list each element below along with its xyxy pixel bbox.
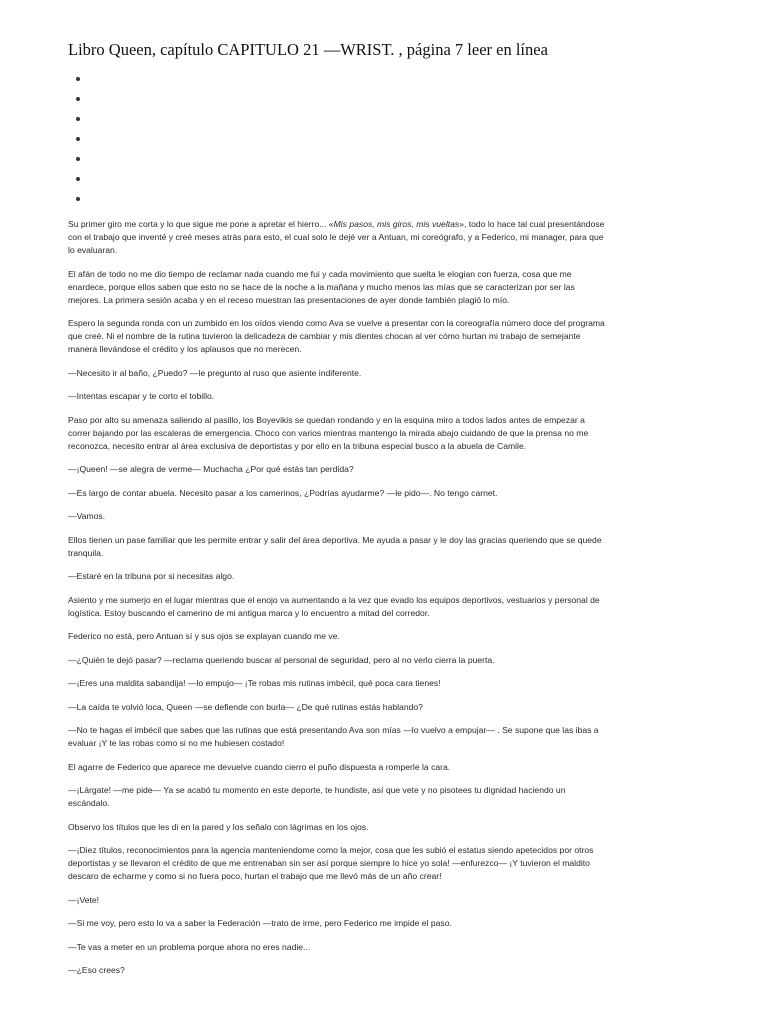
paragraph: —Es largo de contar abuela. Necesito pasar a los camerinos, ¿Podrías ayudarme? —le pido—. No tengo carnet.	[68, 487, 498, 498]
paragraph	[68, 218, 608, 257]
paragraph: —Si me voy, pero esto lo va a saber la Federación —trato de irme, pero Federico me impide el paso.	[68, 918, 452, 928]
emphasized-quote: Mis pasos, mis giros, mis vueltas	[333, 219, 460, 229]
paragraph: —No te hagas el imbécil que sabes que las rutinas que está presentando Ava son mías —lo vuelvo a empujar— . Se supone que las ibas a evaluar ¡Y te las robas como si no me hubiesen costado!	[68, 725, 599, 748]
paragraph: —¡Lárgate! —me pide— Ya se acabó tu momento en este deporte, te hundiste, así que vete y no pisotees tu dignidad haciendo un escándalo.	[68, 785, 566, 808]
paragraph: —La caída te volvió loca, Queen —se defiende con burla— ¿De qué rutinas estás hablando?	[68, 701, 423, 712]
paragraph: —¡Queen! —se alegra de verme— Muchacha ¿Por qué estás tan perdida?	[68, 464, 354, 474]
paragraph: —Te vas a meter en un problema porque ahora no eres nadie...	[68, 941, 311, 952]
page-title: Libro Queen, capítulo CAPITULO 21 —WRIST. , página 7 leer en línea	[68, 40, 548, 59]
paragraph: Espero la segunda ronda con un zumbido en los oídos viendo como Ava se vuelve a presentar con la coreografía número doce del programa que creé. Ni el nombre de la rutina tuvieron la delicadeza de cambiar y mis dientes chocan al ver cómo hurtan mi trabajo de semejante manera llevándose el crédito y los aplausos que no merecen.	[68, 318, 605, 354]
paragraph: El agarre de Federico que aparece me devuelve cuando cierro el puño dispuesta a romperle la cara.	[68, 761, 451, 772]
paragraph: Federico no está, pero Antuan sí y sus ojos se explayan cuando me ve.	[68, 631, 340, 641]
paragraph: —¡Diez títulos, reconocimientos para la agencia manteniendome como la mejor, cosa que les subió el estatus siendo apetecidos por otros deportistas y se llevaron el crédito de que me entrenaban sin ser así porque siempre lo hice yo sola! —enfurezco— ¡Y tuvieron el maldito descaro de echarme y como si no fuera poco, hurtan el trabajo que me llevó más de un año crear!	[68, 845, 594, 881]
paragraph: —¿Eso crees?	[68, 965, 125, 975]
chapter-text	[68, 218, 608, 988]
paragraph: —Vamos.	[68, 511, 106, 521]
paragraph: El afán de todo no me dio tiempo de reclamar nada cuando me fui y cada movimiento que suelta le elogian con fuerza, cosa que me enardece, porque ellos saben que esto no se hace de la noche a la mañana y mucho menos las mías que se caracterizan por ser las mejores. La primera sesión acaba y en el receso muestran las presentaciones de ayer donde también plagió lo mío.	[68, 268, 575, 305]
paragraph: Observo los títulos que les di en la pared y los señalo con lágrimas en los ojos.	[68, 821, 369, 832]
paragraph-text: Su primer giro me corta y lo que sigue me pone a apretar el hierro... «	[68, 219, 334, 229]
paragraph: Ellos tienen un pase familiar que les permite entrar y salir del área deportiva. Me ayuda a pasar y le doy las gracias queriendo que se quede tranquila.	[68, 534, 602, 558]
paragraph-text: », todo lo hace tal cual presentándose con el trabajo que inventé y creé meses atrás para esto, el cual solo le dejé ver a Antuan, mi coreógrafo, y a Federico, mi manager, para que lo evaluaran.	[68, 219, 605, 255]
paragraph: —Necesito ir al baño, ¿Puedo? —le pregunto al ruso que asiente indiferente.	[68, 367, 362, 378]
paragraph: —¡Vete!	[68, 894, 100, 905]
paragraph: —Estaré en la tribuna por si necesitas algo.	[68, 571, 235, 581]
paragraph: —Intentas escapar y te corto el tobillo.	[68, 391, 215, 401]
paragraph: Asiento y me sumerjo en el lugar mientras que el enojo va aumentando a la vez que evado los equipos deportivos, vestuarios y personal de logística. Estoy buscando el camerino de mi antigua marca y lo encuentro a mitad del corredor.	[68, 594, 600, 618]
paragraph: —¡Eres una maldita sabandija! —lo empujo— ¡Te robas mis rutinas imbécil, qué poca cara tienes!	[68, 678, 441, 688]
paragraph: —¿Quién te dejó pasar? —reclama queriendo buscar al personal de seguridad, pero al no verlo cierra la puerta.	[68, 654, 495, 665]
paragraph: Paso por alto su amenaza saliendo al pasillo, los Boyevikis se quedan rondando y en la esquina miro a todos lados antes de empezar a correr bajando por las escaleras de emergencia. Choco con varios mientras mantengo la mirada abajo cuidando de que la prensa no me reconozca, necesito entrar al área exclusiva de deportistas y por ello en la tribuna especial busco a la abuela de Camile.	[68, 414, 589, 451]
